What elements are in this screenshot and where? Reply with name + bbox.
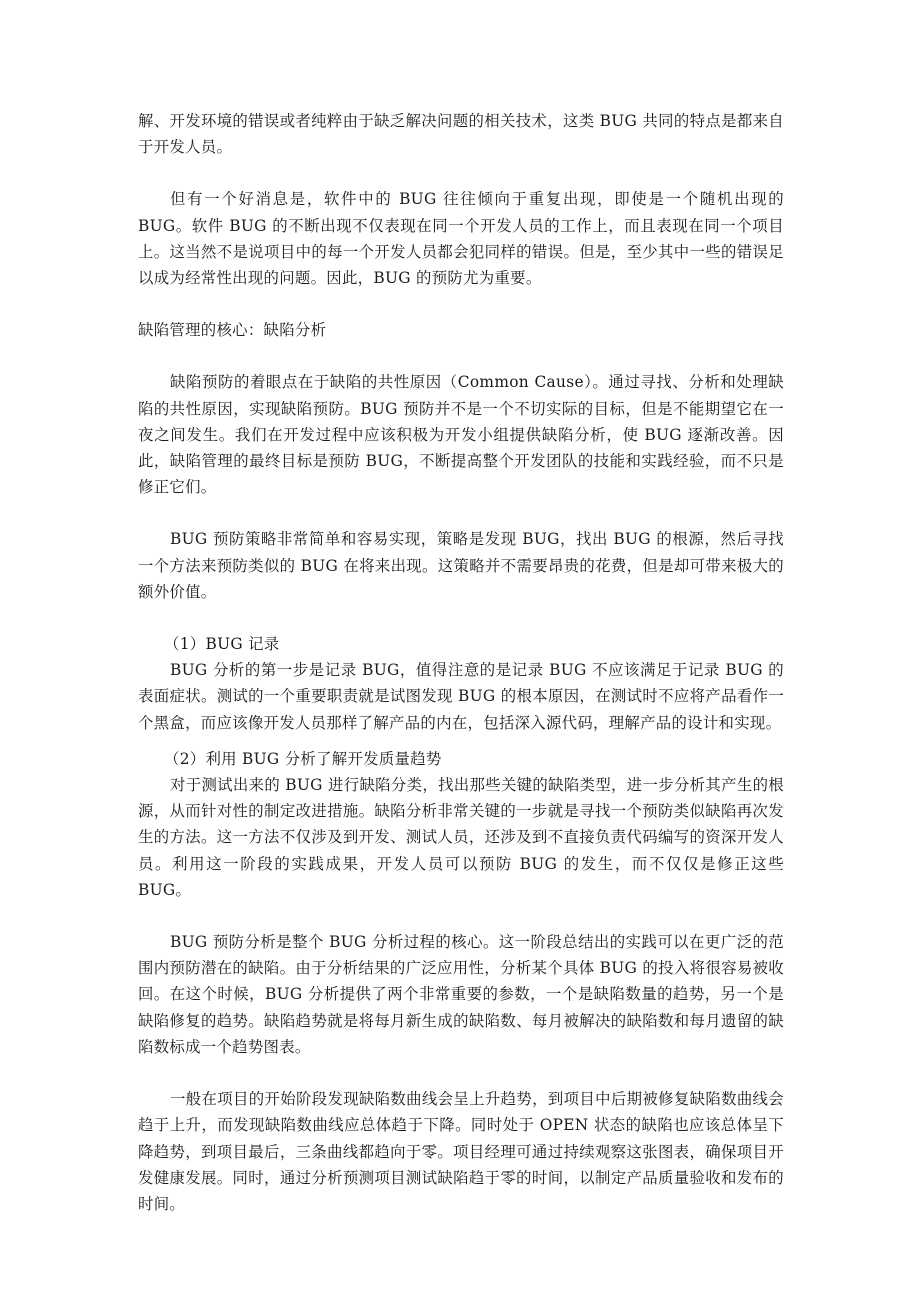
paragraph-quality-trend: 对于测试出来的 BUG 进行缺陷分类，找出那些关键的缺陷类型，进一步分析其产生的根源，从而针对性的制定改进措施。缺陷分析非常关键的一步就是寻找一个预防类似缺陷再次发生的方法。这一方法不仅涉及到开发、测试人员，还涉及到不直接负责代码编写的资深开发人员。利用这一阶段的实践成果，开发人员可以预防 BUG 的发生，而不仅仅是修正这些 BUG。 xyxy=(138,776,784,899)
paragraph-continuation: 解、开发环境的错误或者纯粹由于缺乏解决问题的相关技术，这类 BUG 共同的特点是都来自于开发人员。 xyxy=(138,112,784,157)
paragraph-defect-prevention: 缺陷预防的着眼点在于缺陷的共性原因（Common Cause）。通过寻找、分析和处理缺陷的共性原因，实现缺陷预防。BUG 预防并不是一个不切实际的目标，但是不能期望它在一夜之间发生。我们在开发过程中应该积极为开发小组提供缺陷分析，使 BUG 逐渐改善。因此，缺陷管理的最终目标是预防 BUG，不断提高整个开发团队的技能和实践经验，而不只是修正它们。 xyxy=(138,373,784,497)
document-body xyxy=(138,108,784,1217)
paragraph-prevention-analysis: BUG 预防分析是整个 BUG 分析过程的核心。这一阶段总结出的实践可以在更广泛的范围内预防潜在的缺陷。由于分析结果的广泛应用性，分析某个具体 BUG 的投入将很容易被收回。在这个时候，BUG 分析提供了两个非常重要的参数，一个是缺陷数量的趋势，另一个是缺陷修复的趋势。缺陷趋势就是将每月新生成的缺陷数、每月被解决的缺陷数和每月遗留的缺陷数标成一个趋势图表。 xyxy=(138,933,784,1056)
paragraph-defect-curves: 一般在项目的开始阶段发现缺陷数曲线会呈上升趋势，到项目中后期被修复缺陷数曲线会趋于上升，而发现缺陷数曲线应总体趋于下降。同时处于 OPEN 状态的缺陷也应该总体呈下降趋势，到项目最后，三条曲线都趋向于零。项目经理可通过持续观察这张图表，确保项目开发健康发展。同时，通过分析预测项目测试缺陷趋于零的时间，以制定产品质量验收和发布的时间。 xyxy=(138,1090,784,1213)
subheading-quality-trend: （2）利用 BUG 分析了解开发质量趋势 xyxy=(164,749,442,768)
paragraph-bug-recurrence: 但有一个好消息是，软件中的 BUG 往往倾向于重复出现，即使是一个随机出现的 BUG。软件 BUG 的不断出现不仅表现在同一个开发人员的工作上，而且表现在同一个项目上。这当然不是说项目中的每一个开发人员都会犯同样的错误。但是，至少其中一些的错误足以成为经常性出现的问题。因此，BUG 的预防尤为重要。 xyxy=(138,190,784,288)
section-heading: 缺陷管理的核心：缺陷分析 xyxy=(138,321,327,340)
paragraph-bug-record: BUG 分析的第一步是记录 BUG，值得注意的是记录 BUG 不应该满足于记录 BUG 的表面症状。测试的一个重要职责就是试图发现 BUG 的根本原因，在测试时不应将产品看作一个黑盒，而应该像开发人员那样了解产品的内在，包括深入源代码，理解产品的设计和实现。 xyxy=(138,661,784,732)
paragraph-prevention-strategy: BUG 预防策略非常简单和容易实现，策略是发现 BUG，找出 BUG 的根源，然后寻找一个方法来预防类似的 BUG 在将来出现。这策略并不需要昂贵的花费，但是却可带来极大的额外价值。 xyxy=(138,530,784,601)
subheading-bug-record: （1）BUG 记录 xyxy=(164,635,280,654)
